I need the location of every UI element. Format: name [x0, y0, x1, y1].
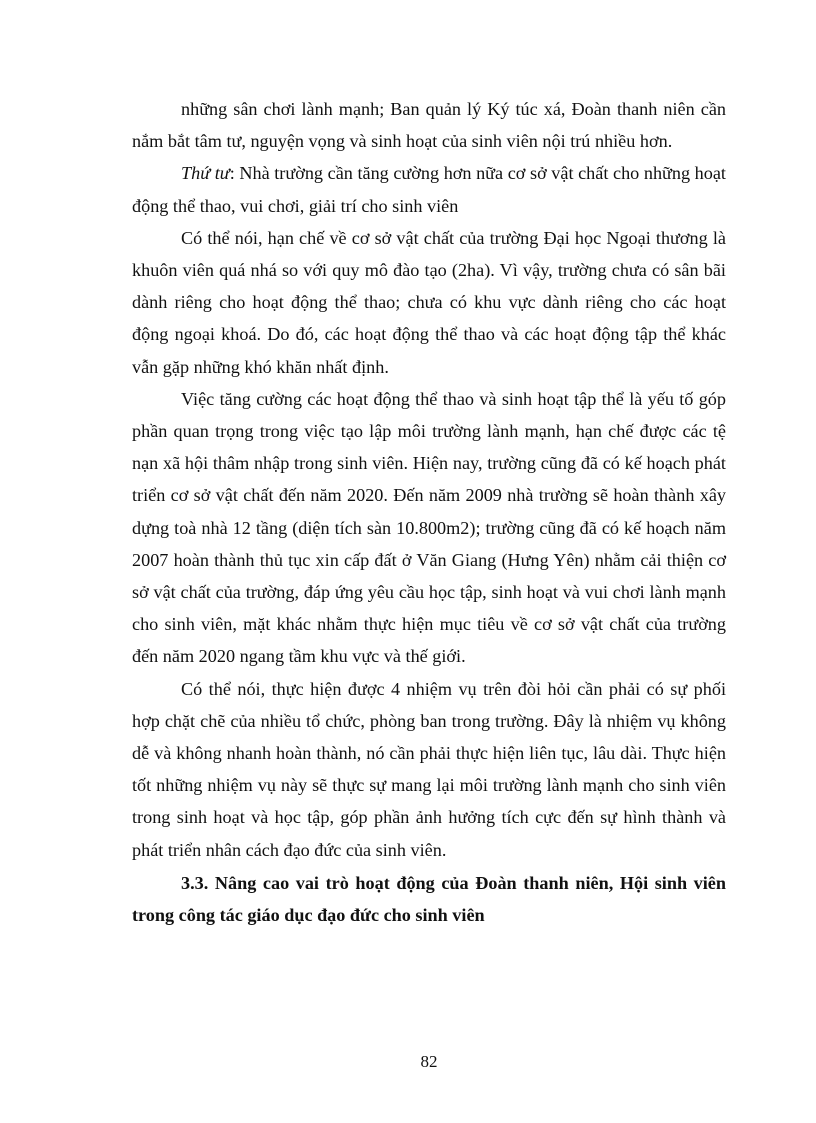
facilities-paragraph: Có thể nói, hạn chế về cơ sở vật chất của trường Đại học Ngoại thương là khuôn viên quá nhá so với quy mô đào tạo (2ha). Vì vậy, trường chưa có sân bãi dành riêng cho hoạt động thể thao; chưa có khu vực dành riêng cho các hoạt động ngoại khoá. Do đó, các hoạt động thể thao và các hoạt động tập thể khác vẫn gặp những khó khăn nhất định. [132, 227, 726, 377]
fourth-point-text: : Nhà trường cần tăng cường hơn nữa cơ sở vật chất cho những hoạt động thể thao, vui chơi, giải trí cho sinh viên [132, 163, 726, 216]
fourth-point-paragraph [132, 157, 726, 221]
continued-paragraph: những sân chơi lành mạnh; Ban quản lý Ký túc xá, Đoàn thanh niên cần nắm bắt tâm tư, nguyện vọng và sinh hoạt của sinh viên nội trú nhiều hơn. [132, 99, 726, 152]
conclusion-paragraph: Có thể nói, thực hiện được 4 nhiệm vụ trên đòi hỏi cần phải có sự phối hợp chặt chẽ của nhiều tổ chức, phòng ban trong trường. Đây là nhiệm vụ không dễ và không nhanh hoàn thành, nó cần phải thực hiện liên tục, lâu dài. Thực hiện tốt những nhiệm vụ này sẽ thực sự mang lại môi trường lành mạnh cho sinh viên trong sinh hoạt và học tập, góp phần ảnh hưởng tích cực đến sự hình thành và phát triển nhân cách đạo đức của sinh viên. [132, 678, 726, 860]
section-heading: 3.3. Nâng cao vai trò hoạt động của Đoàn thanh niên, Hội sinh viên trong công tác giáo dục đạo đức cho sinh viên [132, 872, 726, 926]
development-plan-paragraph: Việc tăng cường các hoạt động thể thao và sinh hoạt tập thể là yếu tố góp phần quan trọng trong việc tạo lập môi trường lành mạnh, hạn chế được các tệ nạn xã hội thâm nhập trong sinh viên. Hiện nay, trường cũng đã có kế hoạch phát triển cơ sở vật chất đến năm 2020. Đến năm 2009 nhà trường sẽ hoàn thành xây dựng toà nhà 12 tầng (diện tích sàn 10.800m2); trường cũng đã có kế hoạch năm 2007 hoàn thành thủ tục xin cấp đất ở Văn Giang (Hưng Yên) nhằm cải thiện cơ sở vật chất của trường, đáp ứng yêu cầu học tập, sinh hoạt và vui chơi lành mạnh cho sinh viên, mặt khác nhằm thực hiện mục tiêu về cơ sở vật chất của trường đến năm 2020 ngang tầm khu vực và thế giới. [132, 388, 726, 667]
fourth-point-label: Thứ tư [181, 163, 230, 184]
page-number: 82 [420, 1052, 438, 1071]
page-text-body [132, 93, 726, 931]
